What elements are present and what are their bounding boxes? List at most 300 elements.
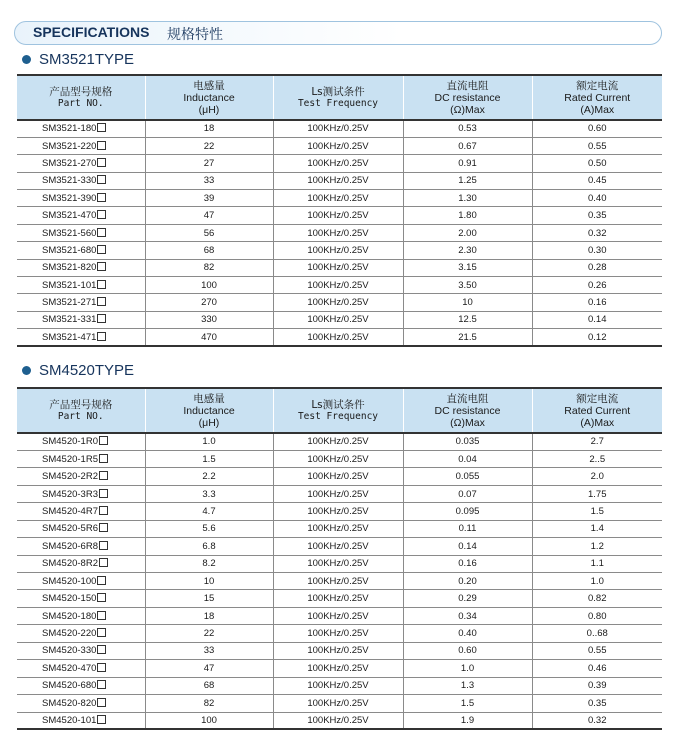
rated-current-text: 0.55 bbox=[588, 645, 607, 657]
table-row bbox=[17, 120, 662, 137]
test-condition-cell bbox=[273, 485, 403, 502]
rated-current-text: 2.7 bbox=[590, 436, 604, 448]
test-condition-text: 100KHz/0.25V bbox=[307, 540, 369, 552]
part-number-text: SM4520-8R2 bbox=[42, 558, 98, 570]
dc-resistance-cell bbox=[403, 590, 532, 607]
part-number-text: SM3521-220 bbox=[42, 140, 97, 152]
table-header-row bbox=[17, 75, 662, 120]
col-header-test-condition bbox=[273, 75, 403, 120]
table-row bbox=[17, 277, 662, 294]
inductance-cell bbox=[145, 468, 273, 485]
part-number-text: SM4520-150 bbox=[42, 593, 97, 605]
part-number-cell bbox=[17, 207, 145, 224]
test-condition-text: 100KHz/0.25V bbox=[307, 662, 369, 674]
dc-resistance-text: 0.91 bbox=[458, 157, 477, 169]
inductance-text: 22 bbox=[203, 140, 215, 152]
checkbox-square-icon bbox=[97, 680, 106, 689]
dc-resistance-cell bbox=[403, 555, 532, 572]
part-number-text: SM4520-3R3 bbox=[42, 488, 98, 500]
dc-resistance-text: 0.20 bbox=[458, 575, 477, 587]
col-cur-cn: 额定电流 bbox=[576, 79, 619, 92]
table-row bbox=[17, 468, 662, 485]
dc-resistance-text: 0.035 bbox=[455, 436, 480, 448]
rated-current-text: 0.46 bbox=[588, 662, 607, 674]
part-number-cell bbox=[17, 190, 145, 207]
checkbox-square-icon bbox=[97, 593, 106, 602]
part-number-text: SM3521-471 bbox=[42, 331, 97, 343]
section-title-text: SM4520TYPE bbox=[39, 362, 135, 379]
part-number-cell bbox=[17, 625, 145, 642]
inductance-cell bbox=[145, 137, 273, 154]
part-number-cell bbox=[17, 520, 145, 537]
part-number-cell bbox=[17, 642, 145, 659]
dc-resistance-cell bbox=[403, 242, 532, 259]
inductance-text: 56 bbox=[203, 227, 215, 239]
test-condition-text: 100KHz/0.25V bbox=[307, 610, 369, 622]
test-condition-text: 100KHz/0.25V bbox=[307, 436, 369, 448]
dc-resistance-cell bbox=[403, 677, 532, 694]
part-number-text: SM4520-820 bbox=[42, 697, 97, 709]
test-condition-text: 100KHz/0.25V bbox=[307, 279, 369, 291]
inductance-cell bbox=[145, 433, 273, 450]
checkbox-square-icon bbox=[97, 645, 106, 654]
table-row bbox=[17, 520, 662, 537]
rated-current-text: 0.50 bbox=[588, 157, 607, 169]
col-ind-cn: 电感量 bbox=[193, 392, 225, 405]
checkbox-square-icon bbox=[99, 436, 108, 445]
table-row bbox=[17, 625, 662, 642]
rated-current-text: 0.35 bbox=[588, 210, 607, 222]
table-header-row bbox=[17, 388, 662, 433]
part-number-cell bbox=[17, 503, 145, 520]
table-row bbox=[17, 590, 662, 607]
part-number-text: SM3521-680 bbox=[42, 244, 97, 256]
inductance-cell bbox=[145, 555, 273, 572]
inductance-cell bbox=[145, 155, 273, 172]
part-number-cell bbox=[17, 450, 145, 467]
rated-current-text: 0.32 bbox=[588, 714, 607, 726]
col-header-rated-current bbox=[532, 388, 662, 433]
inductance-cell bbox=[145, 224, 273, 241]
inductance-cell bbox=[145, 538, 273, 555]
table-row bbox=[17, 660, 662, 677]
inductance-text: 82 bbox=[203, 697, 215, 709]
test-condition-cell bbox=[273, 311, 403, 328]
test-condition-cell bbox=[273, 155, 403, 172]
test-condition-cell bbox=[273, 607, 403, 624]
rated-current-cell bbox=[532, 520, 662, 537]
col-cond-cn: Ls测试条件 bbox=[311, 85, 365, 98]
table-row bbox=[17, 695, 662, 712]
part-number-cell bbox=[17, 172, 145, 189]
inductance-text: 4.7 bbox=[202, 505, 216, 517]
rated-current-text: 0.55 bbox=[588, 140, 607, 152]
test-condition-text: 100KHz/0.25V bbox=[307, 331, 369, 343]
dc-resistance-cell bbox=[403, 433, 532, 450]
test-condition-text: 100KHz/0.25V bbox=[307, 192, 369, 204]
inductance-cell bbox=[145, 695, 273, 712]
rated-current-text: 0.14 bbox=[588, 314, 607, 326]
rated-current-text: 0.35 bbox=[588, 697, 607, 709]
spec-table-sm4520 bbox=[17, 387, 662, 730]
rated-current-cell bbox=[532, 695, 662, 712]
test-condition-cell bbox=[273, 329, 403, 346]
inductance-cell bbox=[145, 277, 273, 294]
part-number-cell bbox=[17, 468, 145, 485]
dc-resistance-text: 0.53 bbox=[458, 123, 477, 135]
inductance-text: 6.8 bbox=[202, 540, 216, 552]
checkbox-square-icon bbox=[97, 210, 106, 219]
test-condition-text: 100KHz/0.25V bbox=[307, 244, 369, 256]
inductance-text: 270 bbox=[201, 297, 217, 309]
inductance-cell bbox=[145, 242, 273, 259]
test-condition-cell bbox=[273, 573, 403, 590]
inductance-text: 15 bbox=[203, 593, 215, 605]
dc-resistance-cell bbox=[403, 712, 532, 729]
rated-current-text: 1.0 bbox=[590, 575, 604, 587]
rated-current-text: 0.40 bbox=[588, 192, 607, 204]
test-condition-text: 100KHz/0.25V bbox=[307, 628, 369, 640]
test-condition-text: 100KHz/0.25V bbox=[307, 645, 369, 657]
table-row bbox=[17, 242, 662, 259]
checkbox-square-icon bbox=[97, 193, 106, 202]
part-number-text: SM4520-330 bbox=[42, 645, 97, 657]
col-cur-en: Rated Current bbox=[564, 91, 631, 104]
inductance-text: 1.0 bbox=[202, 436, 216, 448]
checkbox-square-icon bbox=[97, 141, 106, 150]
test-condition-text: 100KHz/0.25V bbox=[307, 697, 369, 709]
col-cond-en: Test Frequency bbox=[297, 97, 379, 109]
dc-resistance-text: 0.29 bbox=[458, 593, 477, 605]
rated-current-text: 1.2 bbox=[590, 540, 604, 552]
part-number-cell bbox=[17, 277, 145, 294]
rated-current-cell bbox=[532, 329, 662, 346]
dc-resistance-text: 0.34 bbox=[458, 610, 477, 622]
dc-resistance-cell bbox=[403, 520, 532, 537]
table-row bbox=[17, 294, 662, 311]
rated-current-cell bbox=[532, 625, 662, 642]
rated-current-cell bbox=[532, 155, 662, 172]
test-condition-text: 100KHz/0.25V bbox=[307, 175, 369, 187]
dc-resistance-text: 0.16 bbox=[458, 558, 477, 570]
rated-current-cell bbox=[532, 294, 662, 311]
test-condition-cell bbox=[273, 660, 403, 677]
col-dcr-en: DC resistance bbox=[434, 404, 501, 417]
rated-current-text: 2..5 bbox=[589, 453, 606, 465]
dc-resistance-cell bbox=[403, 503, 532, 520]
test-condition-cell bbox=[273, 642, 403, 659]
rated-current-cell bbox=[532, 120, 662, 137]
col-part-en: Part NO. bbox=[57, 410, 104, 422]
col-dcr-en: DC resistance bbox=[434, 91, 501, 104]
test-condition-text: 100KHz/0.25V bbox=[307, 140, 369, 152]
col-dcr-unit: (Ω)Max bbox=[450, 103, 485, 116]
part-number-text: SM4520-2R2 bbox=[42, 471, 98, 483]
table-row bbox=[17, 555, 662, 572]
col-part-cn: 产品型号规格 bbox=[49, 398, 113, 411]
rated-current-cell bbox=[532, 677, 662, 694]
part-number-cell bbox=[17, 695, 145, 712]
col-cond-en: Test Frequency bbox=[297, 410, 379, 422]
checkbox-square-icon bbox=[97, 715, 106, 724]
col-dcr-unit: (Ω)Max bbox=[450, 416, 485, 429]
part-number-cell bbox=[17, 433, 145, 450]
inductance-text: 33 bbox=[203, 175, 215, 187]
col-header-part bbox=[17, 388, 145, 433]
rated-current-cell bbox=[532, 468, 662, 485]
col-cond-cn: Ls测试条件 bbox=[311, 398, 365, 411]
test-condition-cell bbox=[273, 277, 403, 294]
test-condition-cell bbox=[273, 172, 403, 189]
bullet-icon bbox=[22, 55, 31, 64]
inductance-cell bbox=[145, 311, 273, 328]
inductance-text: 100 bbox=[201, 279, 217, 291]
checkbox-square-icon bbox=[97, 576, 106, 585]
dc-resistance-cell bbox=[403, 207, 532, 224]
rated-current-text: 0.28 bbox=[588, 262, 607, 274]
bullet-icon bbox=[22, 366, 31, 375]
rated-current-cell bbox=[532, 224, 662, 241]
dc-resistance-text: 1.5 bbox=[460, 697, 475, 709]
col-part-cn: 产品型号规格 bbox=[49, 85, 113, 98]
rated-current-text: 0.45 bbox=[588, 175, 607, 187]
dc-resistance-cell bbox=[403, 277, 532, 294]
test-condition-cell bbox=[273, 120, 403, 137]
test-condition-text: 100KHz/0.25V bbox=[307, 714, 369, 726]
inductance-text: 1.5 bbox=[202, 453, 216, 465]
part-number-text: SM4520-1R0 bbox=[42, 436, 98, 448]
test-condition-text: 100KHz/0.25V bbox=[307, 680, 369, 692]
dc-resistance-text: 1.9 bbox=[460, 714, 475, 726]
inductance-cell bbox=[145, 120, 273, 137]
part-number-text: SM4520-101 bbox=[42, 714, 97, 726]
rated-current-cell bbox=[532, 485, 662, 502]
inductance-cell bbox=[145, 190, 273, 207]
test-condition-cell bbox=[273, 433, 403, 450]
part-number-text: SM3521-331 bbox=[42, 314, 97, 326]
table-row bbox=[17, 503, 662, 520]
part-number-text: SM3521-390 bbox=[42, 192, 97, 204]
rated-current-cell bbox=[532, 607, 662, 624]
checkbox-square-icon bbox=[97, 663, 106, 672]
part-number-text: SM4520-100 bbox=[42, 575, 97, 587]
dc-resistance-text: 1.80 bbox=[458, 210, 477, 222]
inductance-text: 18 bbox=[203, 123, 215, 135]
part-number-text: SM4520-470 bbox=[42, 662, 97, 674]
inductance-text: 8.2 bbox=[202, 558, 216, 570]
rated-current-text: 0..68 bbox=[586, 628, 608, 640]
specifications-header bbox=[14, 21, 662, 45]
rated-current-text: 0.80 bbox=[588, 610, 607, 622]
checkbox-square-icon bbox=[97, 245, 106, 254]
col-cur-cn: 额定电流 bbox=[576, 392, 619, 405]
test-condition-text: 100KHz/0.25V bbox=[307, 157, 369, 169]
inductance-text: 82 bbox=[203, 262, 215, 274]
col-ind-en: Inductance bbox=[183, 91, 235, 104]
col-ind-cn: 电感量 bbox=[193, 79, 225, 92]
part-number-text: SM4520-680 bbox=[42, 680, 97, 692]
inductance-cell bbox=[145, 712, 273, 729]
test-condition-text: 100KHz/0.25V bbox=[307, 453, 369, 465]
test-condition-cell bbox=[273, 538, 403, 555]
dc-resistance-cell bbox=[403, 329, 532, 346]
section-title-text: SM3521TYPE bbox=[39, 51, 135, 68]
table-row bbox=[17, 607, 662, 624]
rated-current-cell bbox=[532, 712, 662, 729]
table-row bbox=[17, 207, 662, 224]
table-row bbox=[17, 433, 662, 450]
dc-resistance-cell bbox=[403, 137, 532, 154]
table-row bbox=[17, 642, 662, 659]
part-number-cell bbox=[17, 607, 145, 624]
rated-current-cell bbox=[532, 311, 662, 328]
table-row bbox=[17, 137, 662, 154]
checkbox-square-icon bbox=[97, 698, 106, 707]
dc-resistance-text: 3.50 bbox=[458, 279, 477, 291]
rated-current-cell bbox=[532, 450, 662, 467]
dc-resistance-cell bbox=[403, 172, 532, 189]
rated-current-cell bbox=[532, 137, 662, 154]
rated-current-text: 0.30 bbox=[588, 244, 607, 256]
col-ind-en: Inductance bbox=[183, 404, 235, 417]
rated-current-cell bbox=[532, 433, 662, 450]
checkbox-square-icon bbox=[97, 123, 106, 132]
inductance-cell bbox=[145, 607, 273, 624]
test-condition-cell bbox=[273, 207, 403, 224]
test-condition-cell bbox=[273, 137, 403, 154]
table-row bbox=[17, 155, 662, 172]
part-number-text: SM3521-820 bbox=[42, 262, 97, 274]
dc-resistance-text: 2.00 bbox=[458, 227, 477, 239]
rated-current-cell bbox=[532, 660, 662, 677]
dc-resistance-cell bbox=[403, 224, 532, 241]
inductance-cell bbox=[145, 677, 273, 694]
test-condition-cell bbox=[273, 555, 403, 572]
dc-resistance-text: 0.055 bbox=[455, 471, 480, 483]
test-condition-cell bbox=[273, 294, 403, 311]
col-dcr-cn: 直流电阻 bbox=[446, 79, 489, 92]
inductance-text: 27 bbox=[203, 157, 215, 169]
rated-current-text: 0.32 bbox=[588, 227, 607, 239]
spec-table-sm3521 bbox=[17, 74, 662, 347]
part-number-text: SM3521-101 bbox=[42, 279, 97, 291]
rated-current-text: 0.12 bbox=[588, 331, 607, 343]
rated-current-cell bbox=[532, 242, 662, 259]
checkbox-square-icon bbox=[99, 506, 108, 515]
checkbox-square-icon bbox=[97, 175, 106, 184]
dc-resistance-cell bbox=[403, 695, 532, 712]
test-condition-text: 100KHz/0.25V bbox=[307, 227, 369, 239]
table-row bbox=[17, 538, 662, 555]
part-number-cell bbox=[17, 660, 145, 677]
col-header-dc-resistance bbox=[403, 75, 532, 120]
test-condition-text: 100KHz/0.25V bbox=[307, 471, 369, 483]
table-row bbox=[17, 259, 662, 276]
dc-resistance-cell bbox=[403, 294, 532, 311]
part-number-text: SM3521-560 bbox=[42, 227, 97, 239]
part-number-cell bbox=[17, 120, 145, 137]
rated-current-text: 1.75 bbox=[588, 488, 607, 500]
part-number-text: SM4520-5R6 bbox=[42, 523, 98, 535]
dc-resistance-cell bbox=[403, 120, 532, 137]
rated-current-text: 1.1 bbox=[590, 558, 604, 570]
table-row bbox=[17, 712, 662, 729]
inductance-cell bbox=[145, 642, 273, 659]
test-condition-text: 100KHz/0.25V bbox=[307, 558, 369, 570]
rated-current-cell bbox=[532, 573, 662, 590]
col-header-part bbox=[17, 75, 145, 120]
inductance-cell bbox=[145, 450, 273, 467]
col-header-dc-resistance bbox=[403, 388, 532, 433]
col-ind-unit: (μH) bbox=[198, 416, 220, 429]
test-condition-cell bbox=[273, 695, 403, 712]
test-condition-cell bbox=[273, 712, 403, 729]
dc-resistance-cell bbox=[403, 642, 532, 659]
part-number-cell bbox=[17, 155, 145, 172]
inductance-text: 330 bbox=[201, 314, 217, 326]
col-header-test-condition bbox=[273, 388, 403, 433]
checkbox-square-icon bbox=[97, 297, 106, 306]
checkbox-square-icon bbox=[99, 541, 108, 550]
part-number-text: SM3521-330 bbox=[42, 175, 97, 187]
test-condition-text: 100KHz/0.25V bbox=[307, 505, 369, 517]
test-condition-cell bbox=[273, 677, 403, 694]
checkbox-square-icon bbox=[99, 523, 108, 532]
inductance-text: 2.2 bbox=[202, 471, 216, 483]
table-row bbox=[17, 329, 662, 346]
dc-resistance-cell bbox=[403, 311, 532, 328]
header-title-cn: 规格特性 bbox=[167, 27, 223, 43]
col-dcr-cn: 直流电阻 bbox=[446, 392, 489, 405]
dc-resistance-text: 1.0 bbox=[460, 662, 475, 674]
rated-current-text: 0.16 bbox=[588, 297, 607, 309]
checkbox-square-icon bbox=[99, 471, 108, 480]
inductance-cell bbox=[145, 520, 273, 537]
part-number-cell bbox=[17, 259, 145, 276]
col-cur-en: Rated Current bbox=[564, 404, 631, 417]
col-cur-unit: (A)Max bbox=[580, 416, 615, 429]
checkbox-square-icon bbox=[97, 280, 106, 289]
test-condition-text: 100KHz/0.25V bbox=[307, 523, 369, 535]
rated-current-cell bbox=[532, 503, 662, 520]
part-number-text: SM4520-6R8 bbox=[42, 540, 98, 552]
test-condition-cell bbox=[273, 520, 403, 537]
rated-current-cell bbox=[532, 190, 662, 207]
col-cur-unit: (A)Max bbox=[580, 103, 615, 116]
test-condition-cell bbox=[273, 503, 403, 520]
table-row bbox=[17, 573, 662, 590]
checkbox-square-icon bbox=[97, 158, 106, 167]
dc-resistance-cell bbox=[403, 450, 532, 467]
dc-resistance-cell bbox=[403, 607, 532, 624]
col-header-inductance bbox=[145, 75, 273, 120]
rated-current-text: 1.4 bbox=[590, 523, 604, 535]
inductance-text: 18 bbox=[203, 610, 215, 622]
table-row bbox=[17, 172, 662, 189]
part-number-cell bbox=[17, 590, 145, 607]
dc-resistance-text: 0.07 bbox=[458, 488, 477, 500]
inductance-cell bbox=[145, 294, 273, 311]
rated-current-text: 0.60 bbox=[588, 123, 607, 135]
dc-resistance-text: 0.67 bbox=[458, 140, 477, 152]
test-condition-text: 100KHz/0.25V bbox=[307, 593, 369, 605]
part-number-text: SM3521-180 bbox=[42, 123, 97, 135]
inductance-cell bbox=[145, 259, 273, 276]
checkbox-square-icon bbox=[99, 489, 108, 498]
test-condition-cell bbox=[273, 590, 403, 607]
rated-current-cell bbox=[532, 555, 662, 572]
dc-resistance-text: 3.15 bbox=[458, 262, 477, 274]
